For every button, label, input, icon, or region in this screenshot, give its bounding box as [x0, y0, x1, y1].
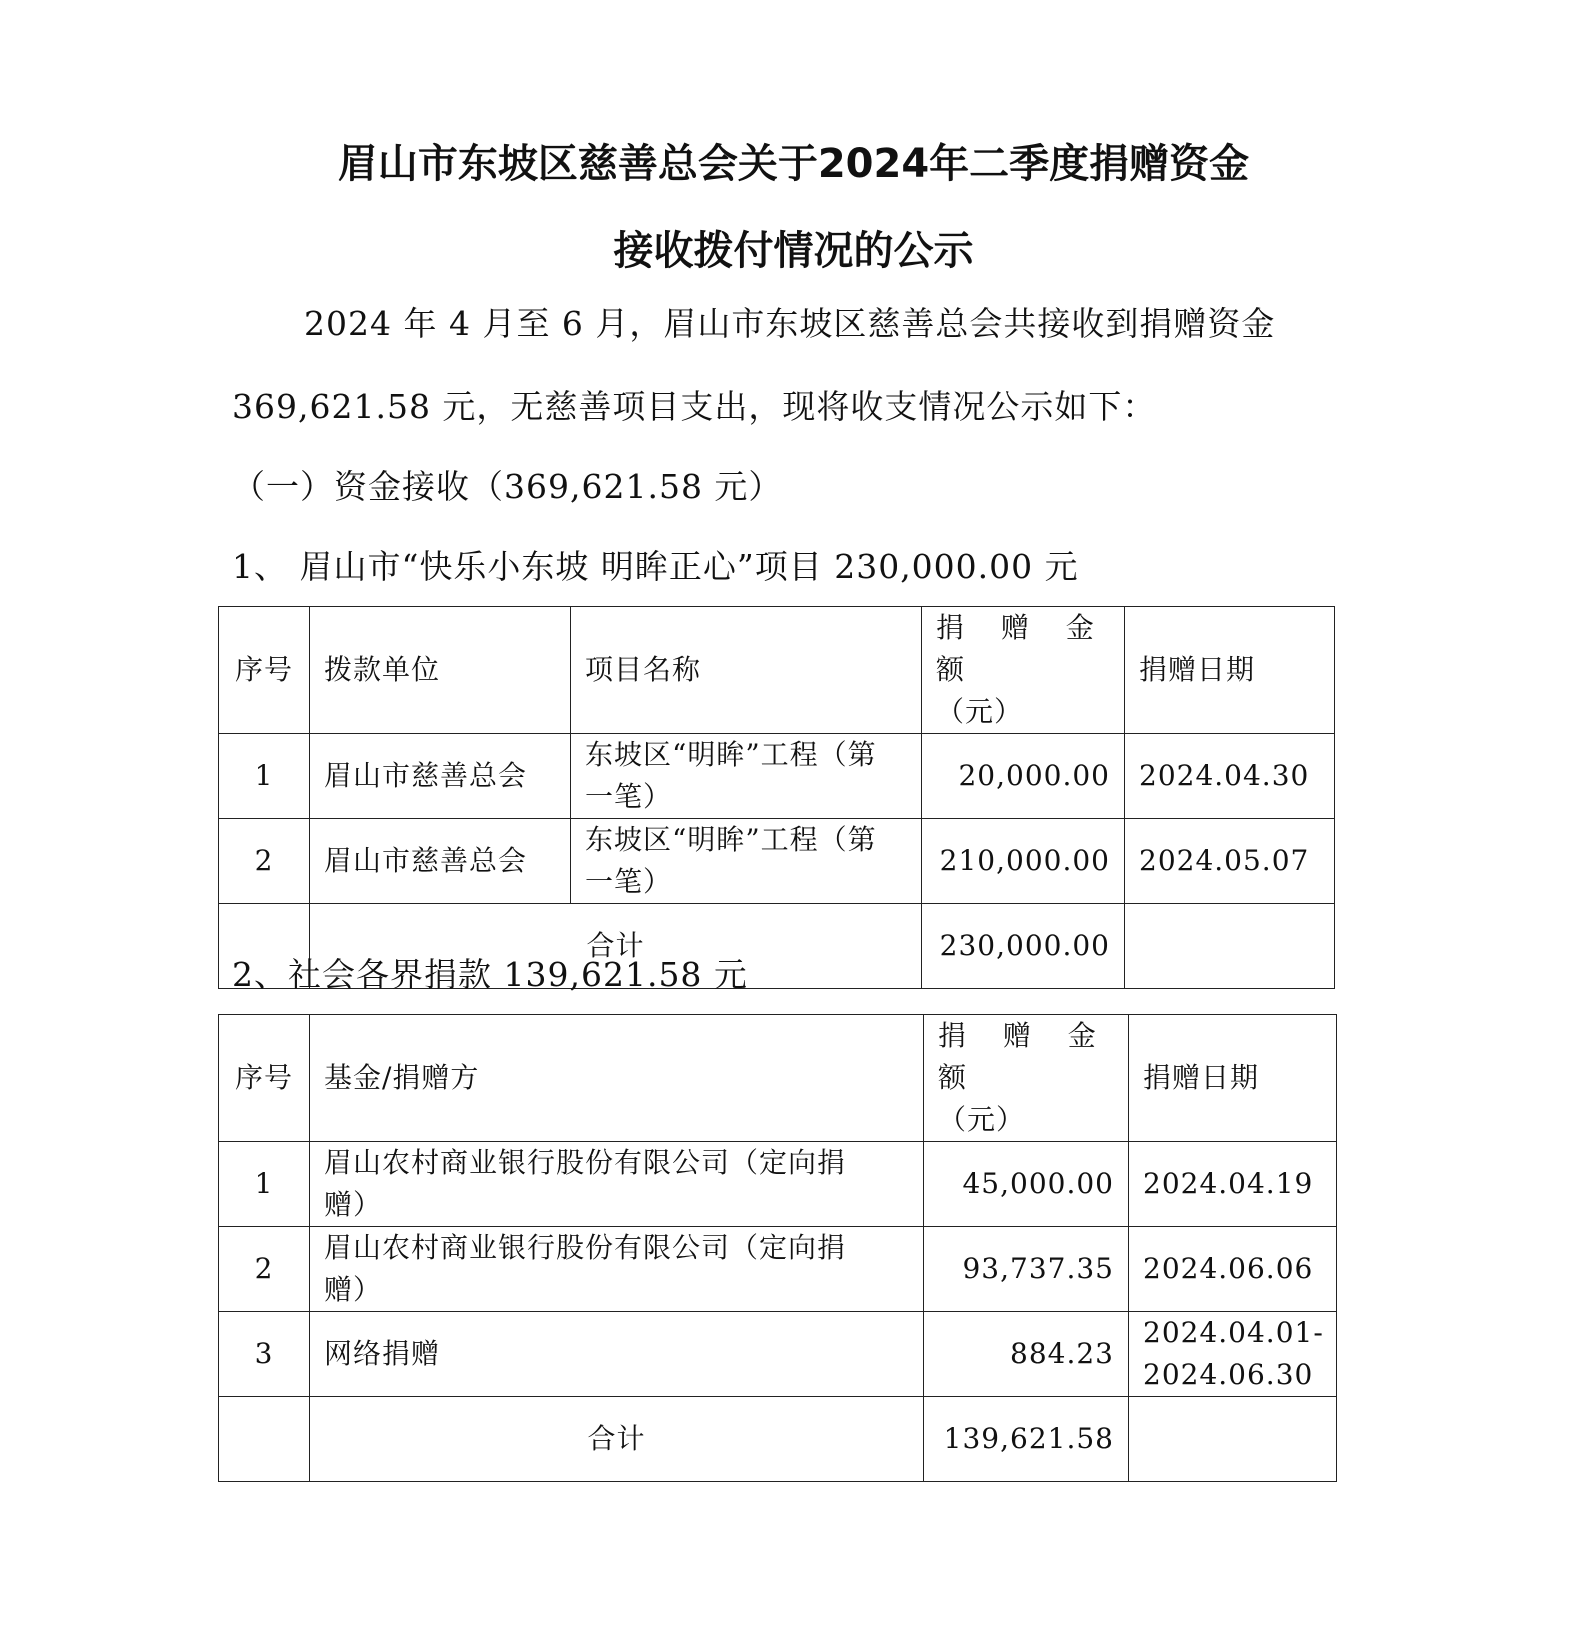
table-header-row [219, 1015, 1337, 1142]
public-donations-table [218, 1014, 1337, 1482]
row-project-line2: 一笔） [585, 780, 673, 813]
row-no: 2 [219, 819, 310, 904]
row-amount: 884.23 [924, 1312, 1129, 1397]
row-donor-line1: 眉山农村商业银行股份有限公司（定向捐 [324, 1231, 847, 1264]
row-donor: 网络捐赠 [310, 1312, 924, 1397]
row-no: 1 [219, 1142, 310, 1227]
row-unit: 眉山市慈善总会 [310, 734, 571, 819]
total-label: 合计 [310, 1397, 924, 1482]
row-date-line2: 2024.06.30 [1143, 1358, 1314, 1391]
table-row [219, 734, 1335, 819]
header-amount-line2: （元） [936, 695, 1024, 728]
row-donor-line1: 眉山农村商业银行股份有限公司（定向捐 [324, 1146, 847, 1179]
total-label: 合计 [310, 904, 922, 989]
row-project [571, 734, 922, 819]
header-donor: 基金/捐赠方 [310, 1015, 924, 1142]
header-no: 序号 [219, 607, 310, 734]
header-amount-line2: （元） [938, 1103, 1026, 1136]
row-no: 3 [219, 1312, 310, 1397]
row-date: 2024.05.07 [1125, 819, 1335, 904]
total-amount: 139,621.58 [924, 1397, 1129, 1482]
header-amount [922, 607, 1125, 734]
row-date: 2024.04.19 [1129, 1142, 1337, 1227]
row-donor-line2: 赠） [324, 1188, 383, 1221]
row-amount: 20,000.00 [922, 734, 1125, 819]
row-project-line1: 东坡区“明眸”工程（第 [585, 738, 877, 771]
row-unit: 眉山市慈善总会 [310, 819, 571, 904]
part2-heading: 2、社会各界捐款 139,621.58 元 [232, 955, 748, 994]
row-date: 2024.04.30 [1125, 734, 1335, 819]
table-row [219, 1312, 1337, 1397]
row-donor-line2: 赠） [324, 1273, 383, 1306]
header-amount-line1: 捐 赠 金 额 [938, 1019, 1110, 1094]
document-title-line2: 接收拨付情况的公示 [613, 228, 974, 274]
row-amount: 93,737.35 [924, 1227, 1129, 1312]
row-donor [310, 1142, 924, 1227]
table-row [219, 1227, 1337, 1312]
total-amount: 230,000.00 [922, 904, 1125, 989]
row-project [571, 819, 922, 904]
row-date [1129, 1312, 1337, 1397]
total-empty-date [1129, 1397, 1337, 1482]
table-row [219, 819, 1335, 904]
intro-line2: 369,621.58 元，无慈善项目支出，现将收支情况公示如下： [232, 387, 1157, 426]
header-amount [924, 1015, 1129, 1142]
document-title-line1: 眉山市东坡区慈善总会关于2024年二季度捐赠资金 [337, 141, 1250, 187]
total-empty-no [219, 1397, 310, 1482]
row-no: 1 [219, 734, 310, 819]
header-amount-line1: 捐 赠 金 额 [936, 611, 1108, 686]
header-date: 捐赠日期 [1125, 607, 1335, 734]
table-header-row [219, 607, 1335, 734]
intro-line1: 2024 年 4 月至 6 月，眉山市东坡区慈善总会共接收到捐赠资金 [304, 304, 1276, 343]
section1-heading: （一）资金接收（369,621.58 元） [232, 467, 783, 506]
row-project-line2: 一笔） [585, 865, 673, 898]
total-row [219, 1397, 1337, 1482]
header-no: 序号 [219, 1015, 310, 1142]
row-donor [310, 1227, 924, 1312]
row-no: 2 [219, 1227, 310, 1312]
row-amount: 45,000.00 [924, 1142, 1129, 1227]
header-project: 项目名称 [571, 607, 922, 734]
part1-heading: 1、 眉山市“快乐小东坡 明眸正心”项目 230,000.00 元 [232, 547, 1079, 586]
header-unit: 拨款单位 [310, 607, 571, 734]
table-row [219, 1142, 1337, 1227]
row-project-line1: 东坡区“明眸”工程（第 [585, 823, 877, 856]
row-amount: 210,000.00 [922, 819, 1125, 904]
row-date: 2024.06.06 [1129, 1227, 1337, 1312]
total-empty-date [1125, 904, 1335, 989]
project-funds-table [218, 606, 1335, 994]
header-date: 捐赠日期 [1129, 1015, 1337, 1142]
row-date-line1: 2024.04.01- [1143, 1316, 1324, 1349]
